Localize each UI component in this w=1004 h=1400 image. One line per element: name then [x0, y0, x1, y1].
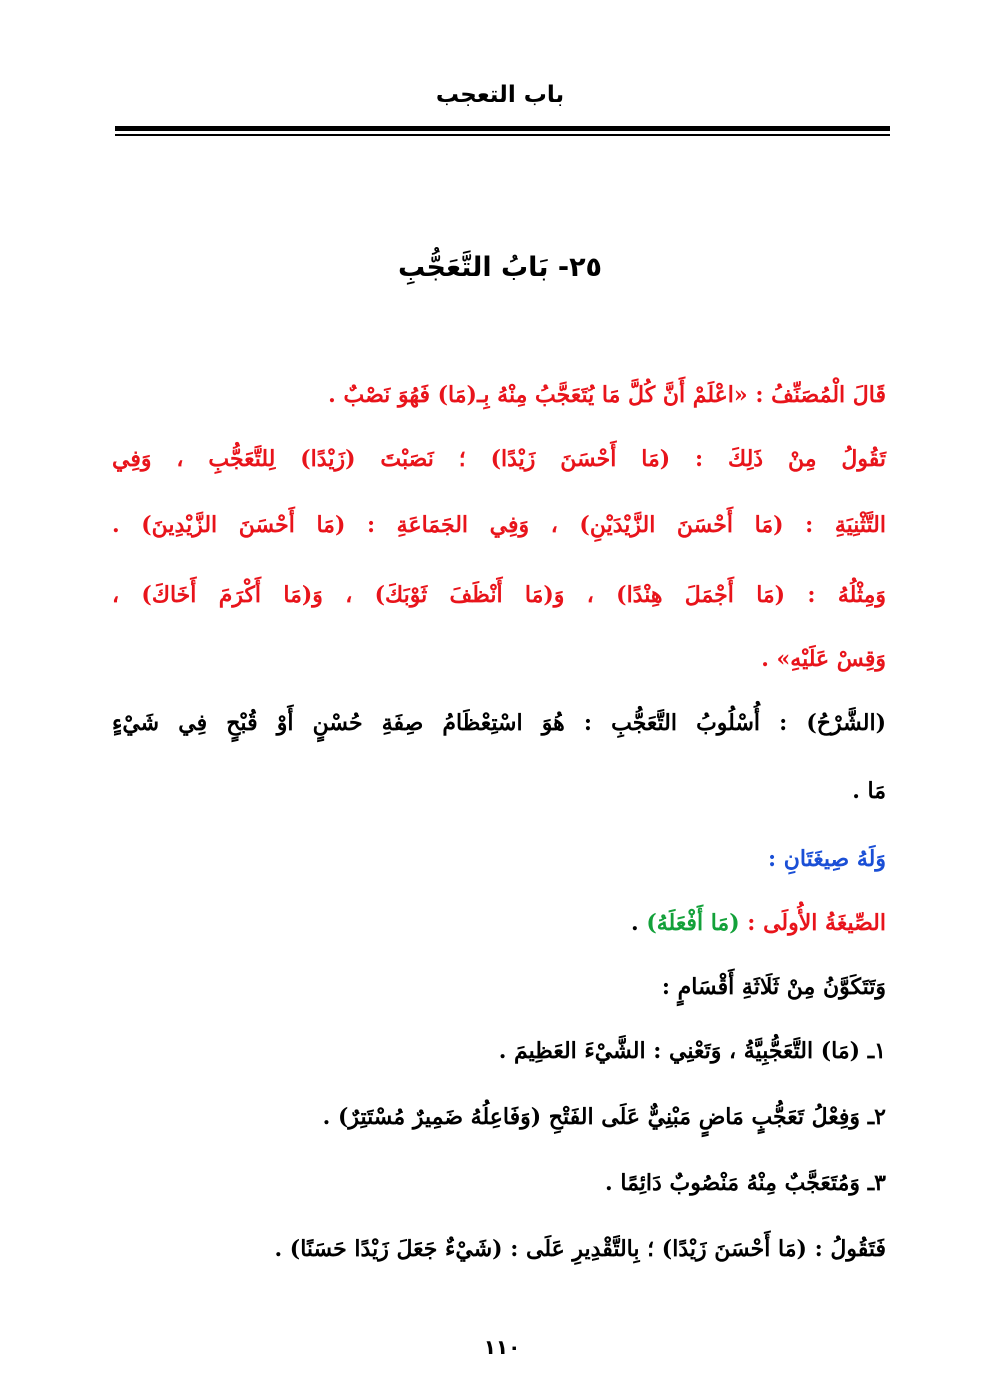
list-item-1: ١ـ (مَا) التَّعَجُّبِيَّةُ ، وَتَعْنِي : الشَّيْءَ العَظِيمَ .: [498, 1038, 886, 1064]
matn-line-1: قَالَ الْمُصَنِّفُ : «اعْلَمْ أَنَّ كُلَّ مَا يُتَعَجَّبُ مِنْهُ بِـ(مَا) فَهُوَ نَصْبٌ .: [328, 382, 886, 408]
example-line: فَتَقُولُ : (مَا أَحْسَنَ زَيْدًا) ؛ بِالتَّقْدِيرِ عَلَى : (شَيْءٌ جَعَلَ زَيْدًا حَسَنًا) .: [274, 1236, 886, 1262]
first-form-end: .: [631, 910, 647, 936]
header-rule-thick: [115, 126, 890, 131]
sharh-line-2: مَا .: [852, 778, 886, 804]
matn-line-3: التَّثْنِيَةِ : (مَا أَحْسَنَ الزَّيْدَيْنِ) ، وَفِي الجَمَاعَةِ : (مَا أَحْسَنَ الزَّيْدِينَ) .: [112, 512, 886, 538]
first-form-label: الصِّيغَةُ الأُولَى :: [747, 910, 886, 936]
first-form-pattern: (مَا أَفْعَلَهُ): [646, 910, 740, 936]
list-item-2: ٢ـ وَفِعْلُ تَعَجُّبٍ مَاضٍ مَبْنِيٌّ عَلَى الفَتْحِ (وَفَاعِلُهُ ضَمِيرٌ مُسْتَتِرٌ) .: [322, 1104, 886, 1130]
page-number: ١١٠: [483, 1335, 521, 1359]
sharh-line-1: (الشَّرْحُ) : أُسْلُوبُ التَّعَجُّبِ : هُوَ اسْتِعْظَامُ صِفَةِ حُسْنٍ أَوْ قُبْحٍ فِي شَيْءٍ: [112, 710, 886, 736]
chapter-title: ٢٥- بَابُ التَّعَجُّبِ: [397, 252, 603, 283]
matn-line-2: تَقُولُ مِنْ ذَلِكَ : (مَا أَحْسَنَ زَيْدًا) ؛ نَصَبْتَ (زَيْدًا) لِلتَّعَجُّبِ ، وَفِي: [112, 446, 886, 472]
parts-intro: وَتَتَكَوَّنُ مِنْ ثَلَاثَةِ أَقْسَامٍ :: [661, 974, 886, 1000]
header-rule-thin: [115, 134, 890, 136]
list-item-3: ٣ـ وَمُتَعَجَّبٌ مِنْهُ مَنْصُوبٌ دَائِمًا .: [605, 1170, 886, 1196]
matn-line-5: وَقِسْ عَلَيْهِ» .: [761, 646, 886, 672]
forms-heading: وَلَهُ صِيغَتَانِ :: [768, 846, 886, 872]
running-header: باب التعجب: [435, 82, 565, 108]
first-form-line: [631, 910, 886, 936]
matn-line-4: وَمِثْلُهُ : (مَا أَجْمَلَ هِنْدًا) ، وَ(مَا أَنْظَفَ ثَوْبَكَ) ، وَ(مَا أَكْرَمَ أَخَاكَ) ،: [112, 582, 886, 608]
